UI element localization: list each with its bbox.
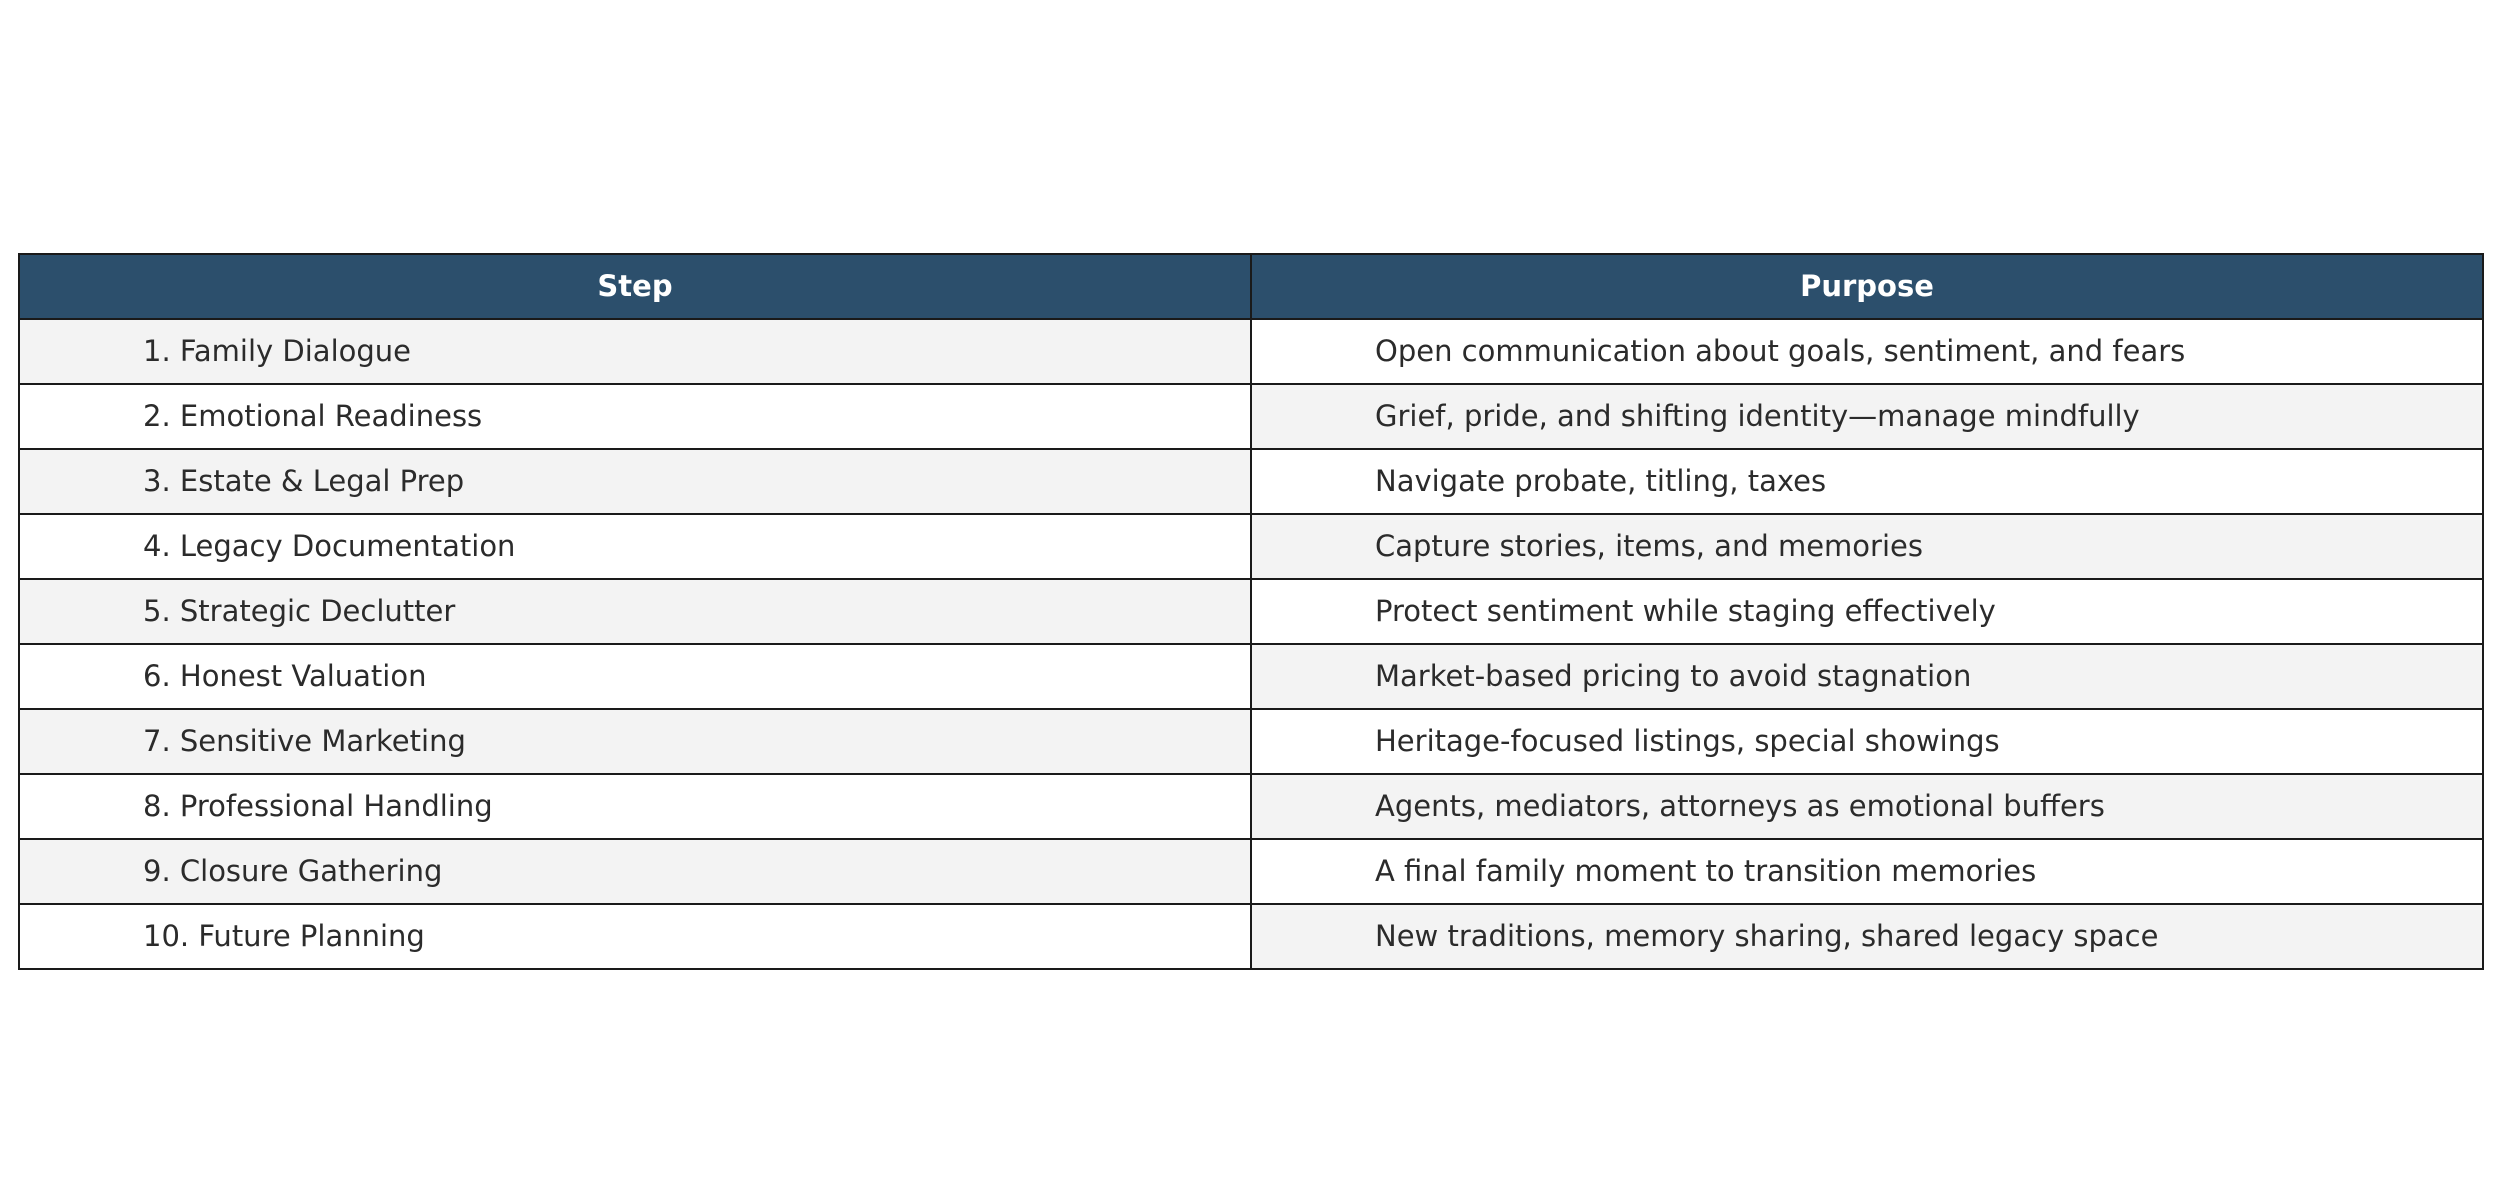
- table-row: [19, 514, 2483, 579]
- purpose-cell: Grief, pride, and shifting identity—manage mindfully: [1251, 384, 2483, 449]
- steps-table: [18, 253, 2484, 970]
- table-body: [19, 319, 2483, 969]
- table-row: [19, 579, 2483, 644]
- table-row: [19, 384, 2483, 449]
- step-cell: 1. Family Dialogue: [19, 319, 1251, 384]
- table-row: [19, 644, 2483, 709]
- table-row: [19, 904, 2483, 969]
- purpose-cell: Protect sentiment while staging effectively: [1251, 579, 2483, 644]
- purpose-cell: New traditions, memory sharing, shared legacy space: [1251, 904, 2483, 969]
- step-cell: 5. Strategic Declutter: [19, 579, 1251, 644]
- purpose-cell: Market-based pricing to avoid stagnation: [1251, 644, 2483, 709]
- step-cell: 8. Professional Handling: [19, 774, 1251, 839]
- purpose-cell: Capture stories, items, and memories: [1251, 514, 2483, 579]
- purpose-cell: A final family moment to transition memories: [1251, 839, 2483, 904]
- purpose-cell: Agents, mediators, attorneys as emotional buffers: [1251, 774, 2483, 839]
- header-row: [19, 254, 2483, 319]
- step-cell: 3. Estate & Legal Prep: [19, 449, 1251, 514]
- step-cell: 4. Legacy Documentation: [19, 514, 1251, 579]
- step-cell: 7. Sensitive Marketing: [19, 709, 1251, 774]
- header-step: Step: [19, 254, 1251, 319]
- purpose-cell: Open communication about goals, sentiment, and fears: [1251, 319, 2483, 384]
- step-cell: 9. Closure Gathering: [19, 839, 1251, 904]
- table-row: [19, 319, 2483, 384]
- purpose-cell: Navigate probate, titling, taxes: [1251, 449, 2483, 514]
- table-row: [19, 839, 2483, 904]
- table-row: [19, 449, 2483, 514]
- header-purpose: Purpose: [1251, 254, 2483, 319]
- step-cell: 10. Future Planning: [19, 904, 1251, 969]
- step-cell: 2. Emotional Readiness: [19, 384, 1251, 449]
- step-cell: 6. Honest Valuation: [19, 644, 1251, 709]
- table-row: [19, 774, 2483, 839]
- table-row: [19, 709, 2483, 774]
- purpose-cell: Heritage-focused listings, special showings: [1251, 709, 2483, 774]
